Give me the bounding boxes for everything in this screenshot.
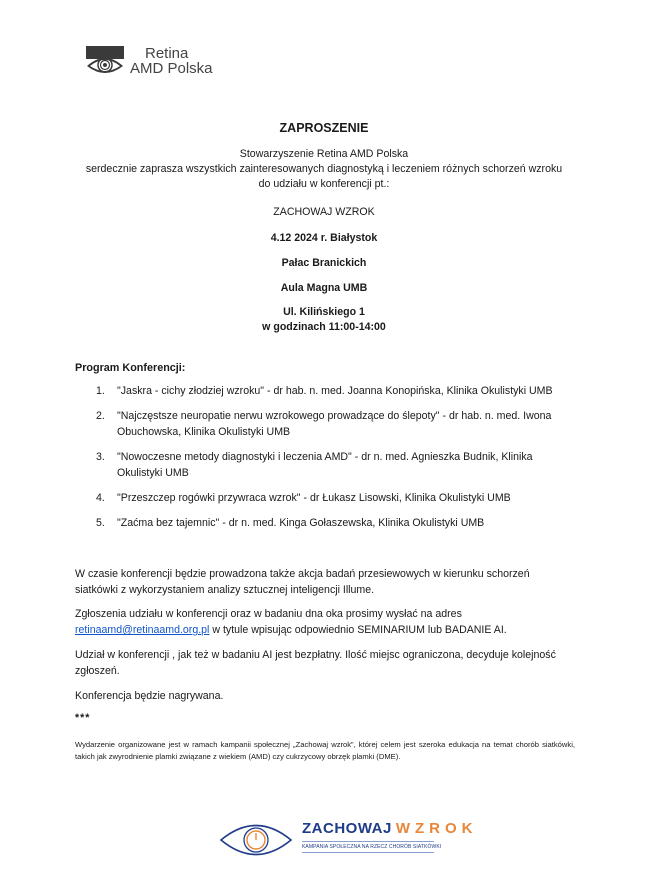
retina-amd-logo <box>86 46 236 80</box>
intro-block <box>0 147 648 192</box>
intro-line-3: do udziału w konferencji pt.: <box>258 178 390 190</box>
divider <box>302 841 434 842</box>
recorded-notice: Konferencja będzie nagrywana. <box>75 690 224 702</box>
event-hours: w godzinach 11:00-14:00 <box>262 321 386 333</box>
event-venue: Pałac Branickich <box>281 257 367 269</box>
logo-line-1: Retina <box>145 45 189 62</box>
campaign-word-2: WZROK <box>395 820 478 837</box>
event-address <box>0 305 648 335</box>
program-item <box>96 449 566 481</box>
campaign-tagline: KAMPANIA SPOŁECZNA NA RZECZ CHORÓB SIATKÓWKI <box>302 844 442 850</box>
zachowaj-wzrok-logo <box>218 817 478 863</box>
program-item-text: "Zaćma bez tajemnic" - dr n. med. Kinga Gołaszewska, Klinika Okulistyki UMB <box>117 517 485 529</box>
screening-paragraph: W czasie konferencji będzie prowadzona także akcja badań przesiewowych w kierunku schorzeń siatkówki z wykorzystaniem analizy sztucznej inteligencji Illume. <box>75 568 530 596</box>
program-item-text: "Nowoczesne metody diagnostyki i leczenia AMD" - dr n. med. Agnieszka Budnik, Klinika Okulistyki UMB <box>117 451 533 479</box>
logo-line-2: AMD Polska <box>130 60 213 77</box>
program-title: Program Konferencji: <box>75 362 186 374</box>
eye-logo-icon <box>86 46 124 77</box>
intro-line-2: serdecznie zaprasza wszystkich zainteresowanych diagnostyką i leczeniem różnych schorzeń wzroku <box>85 163 563 175</box>
divider <box>302 852 434 853</box>
program-item <box>96 383 566 399</box>
program-item-text: "Najczęstsze neuropatie nerwu wzrokowego prowadzące do ślepoty" - dr hab. n. med. Iwona Obuchowska, Klinika Okulistyki UMB <box>117 410 552 438</box>
email-link[interactable]: retinaamd@retinaamd.org.pl <box>75 624 210 636</box>
invitation-title: ZAPROSZENIE <box>279 121 369 135</box>
program-item-number: 2. <box>96 410 105 422</box>
event-street: Ul. Kilińskiego 1 <box>283 306 365 318</box>
program-item <box>96 408 566 440</box>
program-item-number: 5. <box>96 517 105 529</box>
intro-line-1: Stowarzyszenie Retina AMD Polska <box>239 148 409 160</box>
free-participation-paragraph: Udział w konferencji , jak też w badaniu AI jest bezpłatny. Ilość miejsc ograniczona, decyduje kolejność zgłoszeń. <box>75 649 556 677</box>
program-item-number: 4. <box>96 492 105 504</box>
separator: *** <box>75 712 91 724</box>
campaign-title <box>302 820 478 837</box>
program-item-number: 1. <box>96 385 105 397</box>
event-hall: Aula Magna UMB <box>280 282 368 294</box>
program-item-text: "Jaskra - cichy złodziej wzroku" - dr hab. n. med. Joanna Konopińska, Klinika Okulistyki UMB <box>117 385 553 397</box>
eye-clock-icon <box>218 817 294 863</box>
registration-paragraph <box>75 606 575 638</box>
program-item <box>96 490 566 506</box>
registration-text: Zgłoszenia udziału w konferencji oraz w badaniu dna oka prosimy wysłać na adres <box>75 608 462 620</box>
campaign-word-1: ZACHOWAJ <box>302 820 392 837</box>
registration-text-after: w tytule wpisując odpowiednio SEMINARIUM lub BADANIE AI. <box>209 624 507 636</box>
program-item <box>96 515 566 531</box>
event-date-place: 4.12 2024 r. Białystok <box>270 232 378 244</box>
event-name: ZACHOWAJ WZROK <box>273 206 375 218</box>
program-item-number: 3. <box>96 451 105 463</box>
footnote: Wydarzenie organizowane jest w ramach kampanii społecznej „Zachowaj wzrok”, której celem jest szeroka edukacja na temat chorób siatkówki, takich jak zwyrodnienie plamki związane z wiekiem (AMD) czy cukrzycowy obrzęk plamki (DME). <box>75 740 575 761</box>
program-item-text: "Przeszczep rogówki przywraca wzrok" - dr Łukasz Lisowski, Klinika Okulistyki UMB <box>117 492 511 504</box>
